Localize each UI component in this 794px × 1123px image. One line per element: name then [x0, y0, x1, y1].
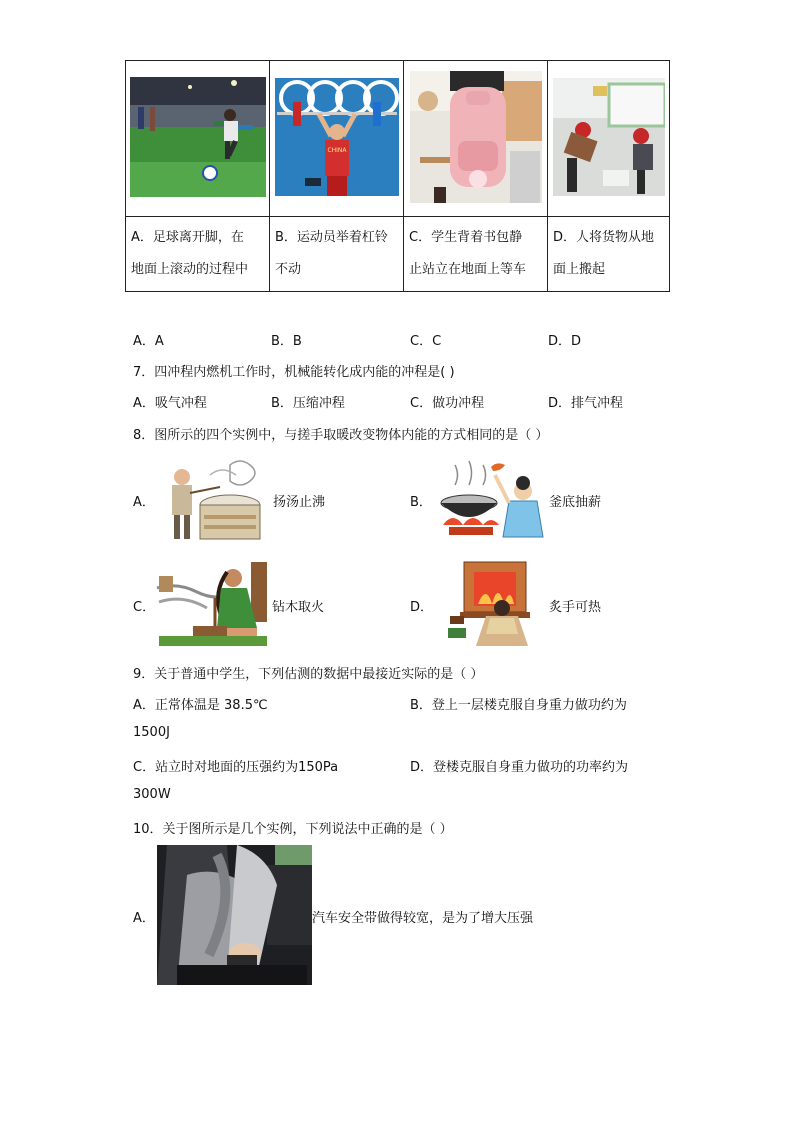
q8-option-d-text: 炙手可热 — [549, 600, 602, 615]
q9-option-d[interactable]: D．登楼克服自身重力做功的功率约为 — [410, 760, 629, 775]
q8-option-a-letter[interactable]: A． — [133, 495, 155, 510]
jersey-text: CHINA — [326, 146, 347, 154]
caption-a-line2: 地面上滚动的过程中 — [131, 262, 249, 277]
weightlifter-image — [275, 78, 399, 196]
lifting-goods-image — [553, 78, 665, 196]
q9-option-c[interactable]: C．站立时对地面的压强约为150Pa — [133, 760, 339, 775]
q10-stem: 10．关于图所示是几个实例，下列说法中正确的是（ ） — [133, 822, 453, 837]
q9-option-b[interactable]: B．登上一层楼克服自身重力做功约为 — [410, 698, 627, 713]
caption-a-line1: A．足球离开脚，在 — [131, 230, 244, 245]
caption-b — [270, 217, 404, 292]
q6-option-b[interactable]: B．B — [271, 334, 302, 349]
boiling-soup-image — [160, 455, 270, 545]
caption-d-line2: 面上搬起 — [553, 262, 606, 277]
cell-soccer — [126, 61, 270, 217]
q6-option-a[interactable]: A．A — [133, 334, 164, 349]
caption-d — [548, 217, 670, 292]
caption-c-line1: C．学生背着书包静 — [409, 230, 523, 245]
drill-wood-fire-image — [155, 558, 271, 650]
q9-stem: 9．关于普通中学生，下列估测的数据中最接近实际的是（ ） — [133, 667, 484, 682]
warm-hands-fire-image — [446, 558, 532, 650]
q8-option-a-text: 扬汤止沸 — [273, 495, 326, 510]
q8-option-c-text: 钻木取火 — [272, 600, 325, 615]
q8-option-b-letter[interactable]: B． — [410, 495, 432, 510]
q10-option-a-letter[interactable]: A． — [133, 911, 155, 926]
q8-option-b-text: 釜底抽薪 — [549, 495, 602, 510]
q8-stem: 8．图所示的四个实例中，与搓手取暖改变物体内能的方式相同的是（ ） — [133, 428, 549, 443]
caption-d-line1: D．人将货物从地 — [553, 230, 655, 245]
q7-option-a[interactable]: A．吸气冲程 — [133, 396, 207, 411]
q7-option-d[interactable]: D．排气冲程 — [548, 396, 624, 411]
caption-c — [404, 217, 548, 292]
q9-option-d-cont: 300W — [133, 787, 171, 802]
picture-table — [125, 60, 670, 292]
q7-stem: 7．四冲程内燃机工作时，机械能转化成内能的冲程是( ) — [133, 365, 455, 380]
caption-b-line1: B．运动员举着杠铃 — [275, 230, 388, 245]
cell-backpack — [404, 61, 548, 217]
q10-option-a-text: 汽车安全带做得较宽，是为了增大压强 — [312, 911, 534, 926]
caption-c-line2: 止站立在地面上等车 — [409, 262, 527, 277]
backpack-student-image — [410, 71, 542, 203]
cell-weightlifter — [270, 61, 404, 217]
q6-option-d[interactable]: D．D — [548, 334, 582, 349]
soccer-kid-image — [130, 77, 266, 197]
caption-b-line2: 不动 — [275, 262, 302, 277]
q9-option-a[interactable]: A．正常体温是 38.5℃ — [133, 698, 268, 713]
q6-option-c[interactable]: C．C — [410, 334, 442, 349]
seatbelt-image — [157, 845, 312, 985]
q7-option-c[interactable]: C．做功冲程 — [410, 396, 485, 411]
remove-firewood-image — [435, 455, 547, 545]
caption-a — [126, 217, 270, 292]
q9-option-b-cont: 1500J — [133, 725, 170, 740]
q8-option-c-letter[interactable]: C． — [133, 600, 156, 615]
q7-option-b[interactable]: B．压缩冲程 — [271, 396, 345, 411]
q8-option-d-letter[interactable]: D． — [410, 600, 434, 615]
cell-lifting-goods — [548, 61, 670, 217]
